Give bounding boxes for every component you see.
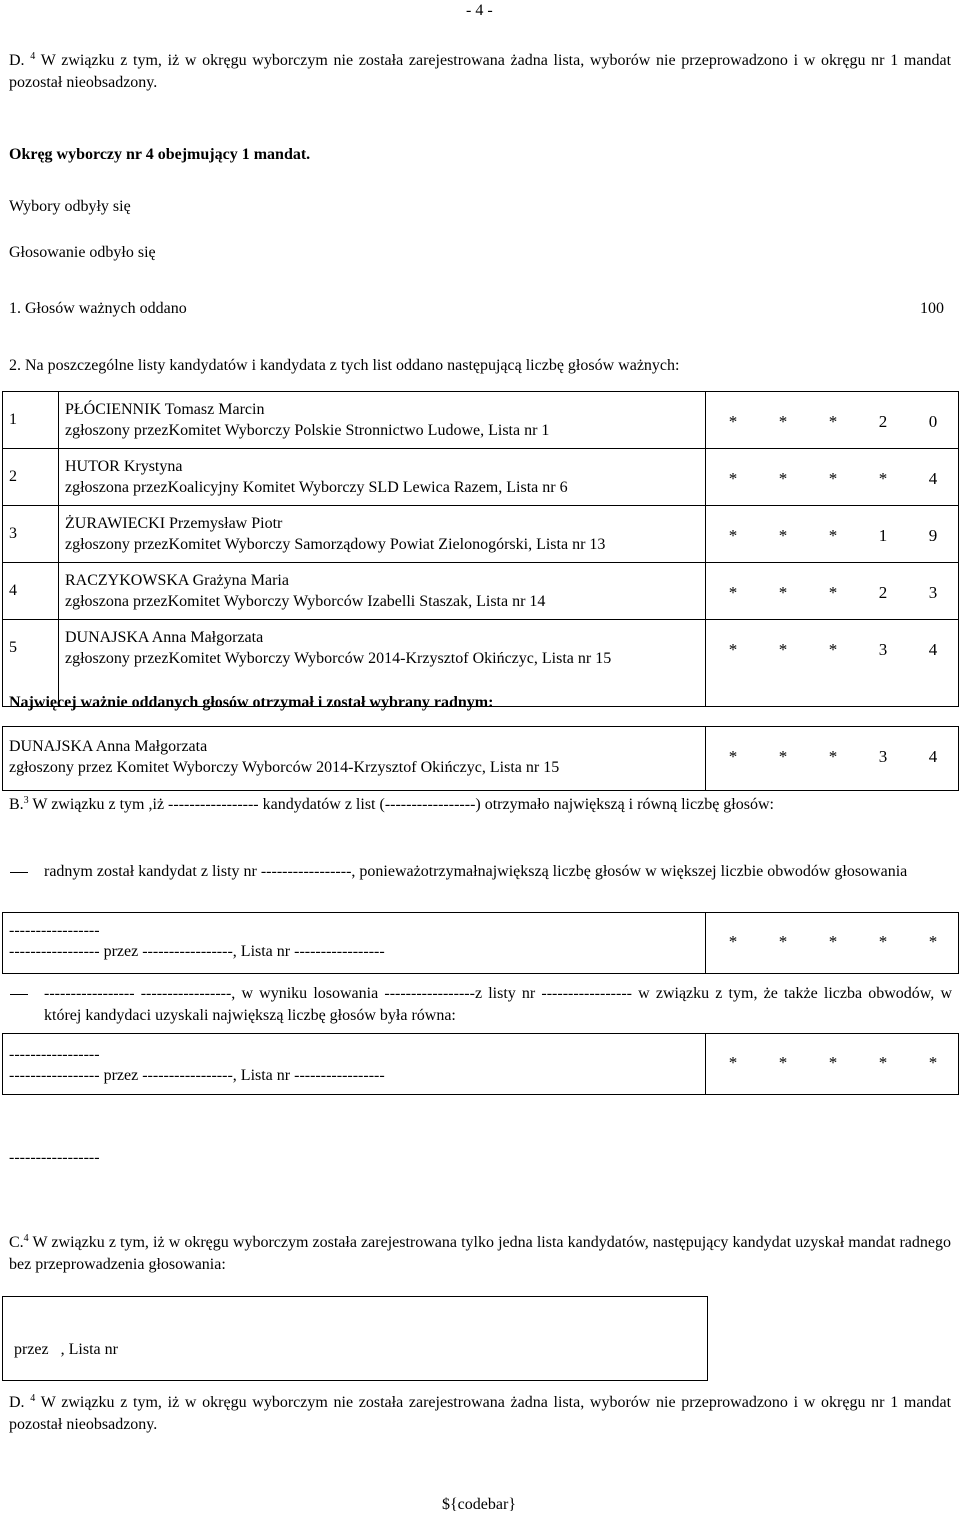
vote-digit: * <box>728 469 738 488</box>
codebar: ${codebar} <box>442 1496 516 1513</box>
candidate-vote-digits <box>727 639 947 661</box>
winner-vote-digits <box>727 746 947 768</box>
footnote-ref: 4 <box>23 1233 29 1244</box>
candidate-number: 3 <box>9 525 17 542</box>
section-d-top <box>9 50 951 94</box>
vote-digit: * <box>928 1053 938 1072</box>
vote-digit: 1 <box>878 526 888 545</box>
page-number: - 4 - <box>466 2 493 19</box>
candidate-vote-digits <box>727 582 947 604</box>
footnote-ref: 4 <box>30 51 36 62</box>
vote-digit: * <box>828 526 838 545</box>
vote-digit: * <box>878 1053 888 1072</box>
candidate-name: RACZYKOWSKA Grażyna Maria <box>65 572 289 589</box>
candidate-submitted-by: zgłoszona przezKoalicyjny Komitet Wyborczy SLD Lewica Razem, Lista nr 6 <box>65 479 568 496</box>
candidate-submitted-by: zgłoszona przezKomitet Wyborczy Wyborców Izabelli Staszak, Lista nr 14 <box>65 593 546 610</box>
vote-digit: * <box>828 469 838 488</box>
candidate-number: 5 <box>9 639 17 656</box>
tie-box-1-digits <box>727 931 947 953</box>
vote-digit: * <box>728 640 738 659</box>
vote-digit: * <box>778 583 788 602</box>
section-marker: D. <box>9 1394 25 1411</box>
vote-digit: * <box>728 747 738 766</box>
winner-name: DUNAJSKA Anna Małgorzata <box>9 738 208 755</box>
section-text: W związku z tym ,iż ----------------- kandydatów z list (-----------------) otrzymało największą i równą liczbę głosów: <box>32 796 774 813</box>
vote-digit: 2 <box>878 583 888 602</box>
vote-digit: 3 <box>928 583 938 602</box>
candidate-number: 1 <box>9 411 17 428</box>
tie-box-2-line-1: ----------------- <box>9 1046 100 1063</box>
list-dash <box>10 994 28 995</box>
vote-digit: * <box>778 526 788 545</box>
vote-digit: * <box>878 469 888 488</box>
vote-digit: 3 <box>878 640 888 659</box>
candidate-submitted-by: zgłoszony przezKomitet Wyborczy Samorządowy Powiat Zielonogórski, Lista nr 13 <box>65 536 606 553</box>
elections-held: Wybory odbyły się <box>9 198 131 215</box>
winner-submitted: zgłoszony przez Komitet Wyborczy Wyborców 2014-Krzysztof Okińczyc, Lista nr 15 <box>9 759 560 776</box>
section-marker: B. <box>9 796 24 813</box>
candidate-name: ŻURAWIECKI Przemysław Piotr <box>65 515 283 532</box>
vote-digit: * <box>778 747 788 766</box>
winner-heading: Najwięcej ważnie oddanych głosów otrzymał i został wybrany radnym: <box>9 694 494 711</box>
vote-digit: * <box>828 412 838 431</box>
candidate-vote-digits <box>727 525 947 547</box>
per-list-label: 2. Na poszczególne listy kandydatów i kandydata z tych list oddano następującą liczbę głosów ważnych: <box>9 357 680 374</box>
vote-digit: 3 <box>878 747 888 766</box>
valid-votes-label: 1. Głosów ważnych oddano <box>9 300 187 317</box>
tie-box-2-digits <box>727 1052 947 1074</box>
vote-digit: * <box>728 583 738 602</box>
trailing-dashes: ----------------- <box>9 1149 100 1166</box>
vote-digit: * <box>778 469 788 488</box>
list-dash <box>10 872 28 873</box>
vote-digit: * <box>828 1053 838 1072</box>
section-b-item-2: ----------------- -----------------, w wyniku losowania -----------------z listy nr ----------------- w związku z tym, że także liczba obwodów, w której kandydaci uzyskali największą liczbę głosów była równa: <box>44 985 952 1024</box>
vote-digit: 9 <box>928 526 938 545</box>
vote-digit: * <box>828 747 838 766</box>
vote-digit: 4 <box>928 469 938 488</box>
vote-digit: * <box>828 932 838 951</box>
vote-digit: * <box>728 526 738 545</box>
single-list-box <box>2 1296 708 1381</box>
tie-box-1-line-1: ----------------- <box>9 922 100 939</box>
section-text: W związku z tym, iż w okręgu wyborczym została zarejestrowana tylko jedna lista kandydatów, następujący kandydat uzyskał mandat radnego bez przeprowadzenia głosowania: <box>9 1234 951 1273</box>
section-text: W związku z tym, iż w okręgu wyborczym nie została zarejestrowana żadna lista, wyborów nie przeprowadzono i w okręgu nr 1 mandat pozostał nieobsadzony. <box>9 1394 952 1433</box>
footnote-ref: 3 <box>23 795 29 806</box>
section-d-bottom <box>9 1392 951 1436</box>
vote-digit: * <box>728 1053 738 1072</box>
candidate-number: 2 <box>9 468 17 485</box>
section-b-item-1: radnym został kandydat z listy nr -----------------, ponieważotrzymałnajwiększą liczbę głosów w większej liczbie obwodów głosowania <box>44 863 908 880</box>
candidate-number: 4 <box>9 582 17 599</box>
footnote-ref: 4 <box>30 1393 36 1404</box>
vote-digit: * <box>778 412 788 431</box>
vote-digit: * <box>778 1053 788 1072</box>
section-b <box>9 794 951 816</box>
section-marker: D. <box>9 52 25 69</box>
vote-digit: 4 <box>928 640 938 659</box>
tie-box-2-line-2: ----------------- przez -----------------, Lista nr ----------------- <box>9 1067 385 1084</box>
candidate-name: PŁÓCIENNIK Tomasz Marcin <box>65 401 265 418</box>
section-marker: C. <box>9 1234 24 1251</box>
vote-digit: * <box>828 583 838 602</box>
vote-digit: 4 <box>928 747 938 766</box>
vote-digit: * <box>728 932 738 951</box>
vote-digit: * <box>828 640 838 659</box>
tie-box-1-line-2: ----------------- przez -----------------, Lista nr ----------------- <box>9 943 385 960</box>
section-text: W związku z tym, iż w okręgu wyborczym nie została zarejestrowana żadna lista, wyborów nie przeprowadzono i w okręgu nr 1 mandat pozostał nieobsadzony. <box>9 52 952 91</box>
candidate-vote-digits <box>727 468 947 490</box>
valid-votes-value: 100 <box>920 300 944 317</box>
vote-digit: 0 <box>928 412 938 431</box>
vote-digit: * <box>728 412 738 431</box>
section-c <box>9 1232 951 1276</box>
vote-digit: * <box>928 932 938 951</box>
vote-digit: * <box>878 932 888 951</box>
vote-digit: * <box>778 932 788 951</box>
voting-held: Głosowanie odbyło się <box>9 244 156 261</box>
candidate-vote-digits <box>727 411 947 433</box>
candidate-name: DUNAJSKA Anna Małgorzata <box>65 629 264 646</box>
candidate-name: HUTOR Krystyna <box>65 458 183 475</box>
district-header: Okręg wyborczy nr 4 obejmujący 1 mandat. <box>9 146 311 163</box>
single-list-box-text: przez , Lista nr <box>14 1341 118 1358</box>
vote-digit: 2 <box>878 412 888 431</box>
candidate-submitted-by: zgłoszony przezKomitet Wyborczy Wyborców 2014-Krzysztof Okińczyc, Lista nr 15 <box>65 650 612 667</box>
candidate-submitted-by: zgłoszony przezKomitet Wyborczy Polskie Stronnictwo Ludowe, Lista nr 1 <box>65 422 550 439</box>
vote-digit: * <box>778 640 788 659</box>
